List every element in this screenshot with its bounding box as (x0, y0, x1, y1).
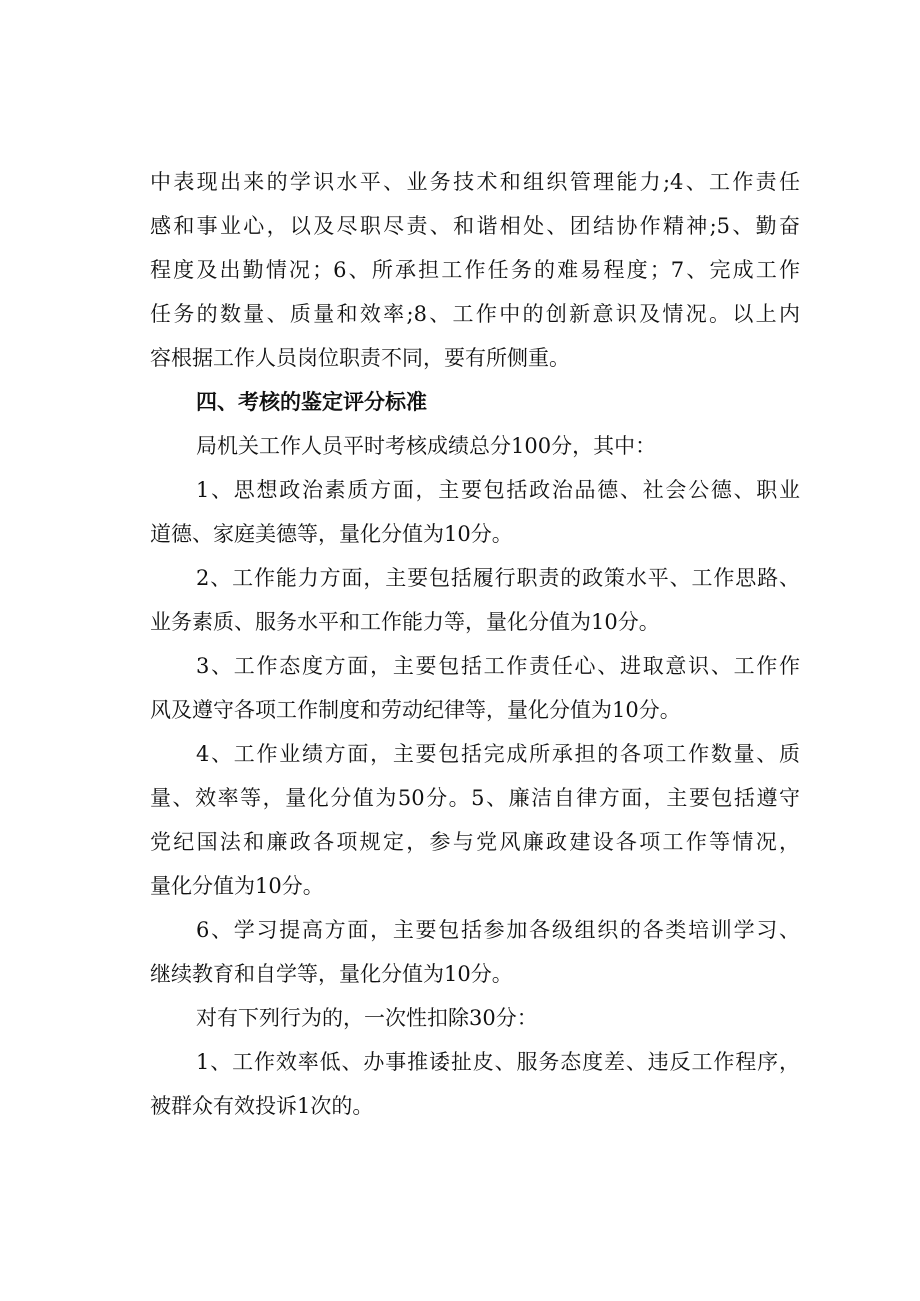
section-heading: 四、考核的鉴定评分标准 (196, 390, 427, 414)
paragraph-line: 6、学习提高方面，主要包括参加各级组织的各类培训学习、 (196, 918, 800, 942)
paragraph-line: 1、工作效率低、办事推诿扯皮、服务态度差、违反工作程序， (196, 1050, 800, 1074)
paragraph-line: 感和事业心，以及尽职尽责、和谐相处、团结协作精神;5、勤奋 (150, 214, 800, 238)
paragraph-line: 任务的数量、质量和效率;8、工作中的创新意识及情况。以上内 (150, 302, 800, 326)
paragraph-line: 对有下列行为的，一次性扣除30分： (196, 1006, 538, 1030)
paragraph-line: 程度及出勤情况；6、所承担工作任务的难易程度；7、完成工作 (150, 258, 800, 282)
document-body (150, 160, 800, 1128)
paragraph-line: 局机关工作人员平时考核成绩总分100分，其中： (196, 434, 657, 458)
paragraph-line: 道德、家庭美德等，量化分值为10分。 (150, 522, 513, 546)
paragraph-line: 继续教育和自学等，量化分值为10分。 (150, 962, 513, 986)
paragraph-line: 容根据工作人员岗位职责不同，要有所侧重。 (150, 346, 570, 370)
paragraph-line: 4、工作业绩方面，主要包括完成所承担的各项工作数量、质 (196, 742, 800, 766)
paragraph-line: 风及遵守各项工作制度和劳动纪律等，量化分值为10分。 (150, 698, 681, 722)
paragraph-line: 党纪国法和廉政各项规定，参与党风廉政建设各项工作等情况， (150, 830, 800, 854)
paragraph-line: 业务素质、服务水平和工作能力等，量化分值为10分。 (150, 610, 660, 634)
paragraph-line: 2、工作能力方面，主要包括履行职责的政策水平、工作思路、 (196, 566, 800, 590)
paragraph-line: 1、思想政治素质方面，主要包括政治品德、社会公德、职业 (196, 478, 800, 502)
paragraph-line: 量、效率等，量化分值为50分。5、廉洁自律方面，主要包括遵守 (150, 786, 800, 810)
paragraph-line: 被群众有效投诉1次的。 (150, 1094, 374, 1118)
paragraph-line: 量化分值为10分。 (150, 874, 324, 898)
paragraph-line: 中表现出来的学识水平、业务技术和组织管理能力;4、工作责任 (150, 170, 800, 194)
paragraph-line: 3、工作态度方面，主要包括工作责任心、进取意识、工作作 (196, 654, 800, 678)
